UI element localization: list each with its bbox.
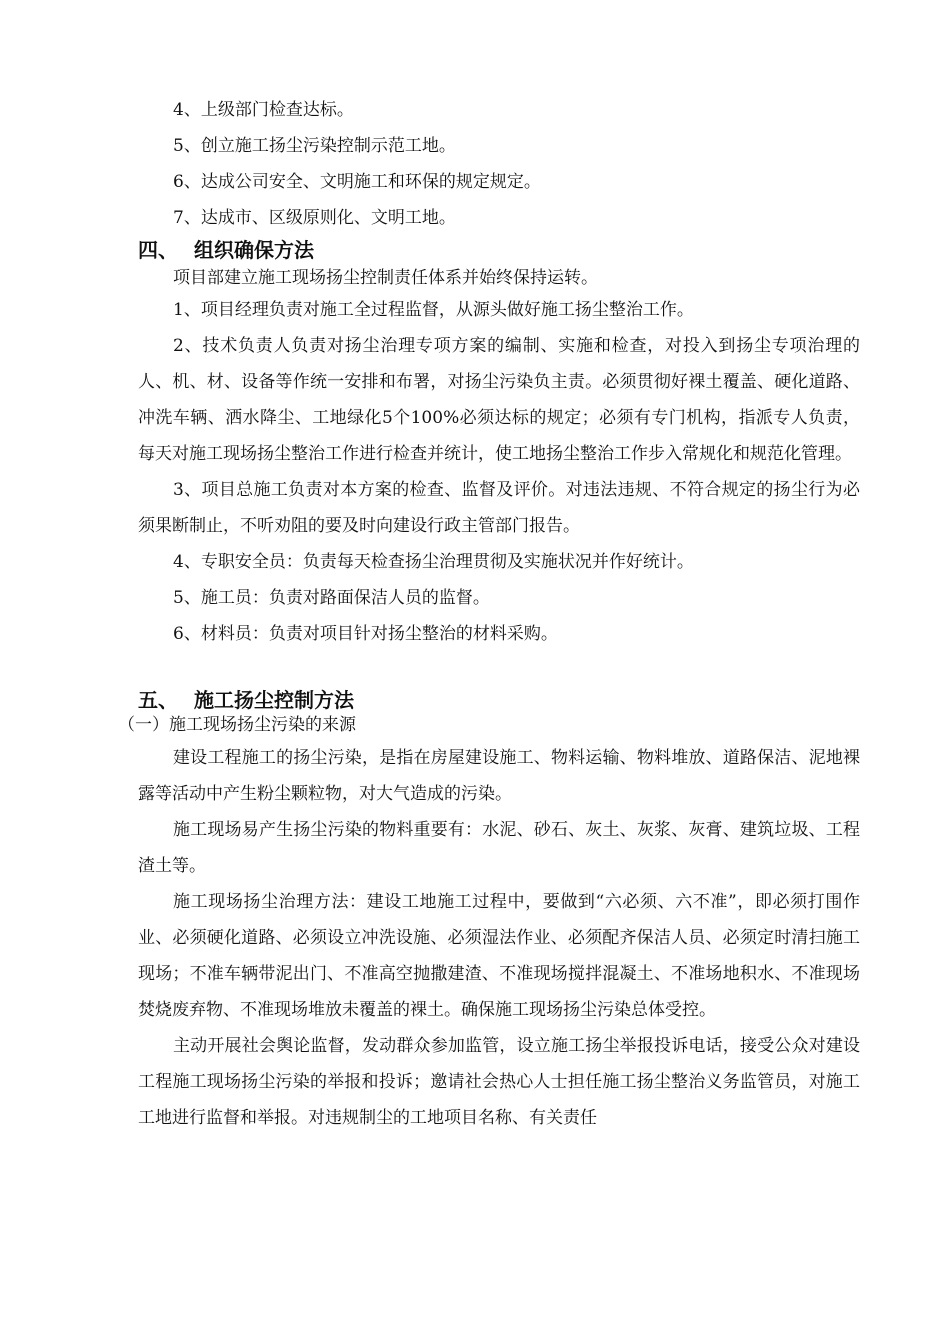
document-body (118, 92, 860, 1136)
section-4-number: 四、 (138, 238, 178, 262)
section-5-paragraph-3: 施工现场扬尘治理方法：建设工地施工过程中，要做到“六必须、六不准”，即必须打围作业、必须硬化道路、必须设立冲洗设施、必须湿法作业、必须配齐保洁人员、必须定时清扫施工现场；不准车辆带泥出门、不准高空抛撒建渣、不准现场搅拌混凝土、不准场地积水、不准现场焚烧废弃物、不准现场堆放未覆盖的裸土。确保施工现场扬尘污染总体受控。 (138, 892, 860, 1020)
paragraph-top-3: 6、达成公司安全、文明施工和环保的规定规定。 (173, 172, 541, 192)
section-5-number: 五、 (138, 688, 178, 712)
section-5-subheading: （一）施工现场扬尘污染的来源 (118, 715, 356, 735)
section-spacer (138, 652, 860, 686)
section-4-item-4: 4、专职安全员：负责每天检查扬尘治理贯彻及实施状况并作好统计。 (173, 552, 694, 572)
section-4-title: 组织确保方法 (194, 238, 314, 262)
section-4-heading (138, 236, 860, 264)
section-5-heading (138, 686, 860, 714)
paragraph-top-4: 7、达成市、区级原则化、文明工地。 (173, 208, 456, 228)
section-4-item-3: 3、项目总施工负责对本方案的检查、监督及评价。对违法违规、不符合规定的扬尘行为必须果断制止，不听劝阻的要及时向建设行政主管部门报告。 (138, 480, 860, 536)
paragraph-top-2: 5、创立施工扬尘污染控制示范工地。 (173, 136, 456, 156)
paragraph-top-1: 4、上级部门检查达标。 (173, 100, 354, 120)
section-4-item-5: 5、施工员：负责对路面保洁人员的监督。 (173, 588, 490, 608)
section-5-paragraph-4: 主动开展社会舆论监督，发动群众参加监管，设立施工扬尘举报投诉电话，接受公众对建设工程施工现场扬尘污染的举报和投诉；邀请社会热心人士担任施工扬尘整治义务监管员，对施工工地进行监督和举报。对违规制尘的工地项目名称、有关责任 (138, 1036, 860, 1128)
section-5-title: 施工扬尘控制方法 (194, 688, 354, 712)
section-4-item-2: 2、技术负责人负责对扬尘治理专项方案的编制、实施和检查，对投入到扬尘专项治理的人、机、材、设备等作统一安排和布署，对扬尘污染负主责。必须贯彻好裸土覆盖、硬化道路、冲洗车辆、洒水降尘、工地绿化5个100%必须达标的规定；必须有专门机构，指派专人负责，每天对施工现场扬尘整治工作进行检查并统计，使工地扬尘整治工作步入常规化和规范化管理。 (138, 336, 860, 464)
section-4-intro: 项目部建立施工现场扬尘控制责任体系并始终保持运转。 (173, 268, 598, 288)
section-4-item-6: 6、材料员：负责对项目针对扬尘整治的材料采购。 (173, 624, 558, 644)
section-5-paragraph-2: 施工现场易产生扬尘污染的物料重要有：水泥、砂石、灰土、灰浆、灰膏、建筑垃圾、工程渣土等。 (138, 820, 860, 876)
section-4-item-1: 1、项目经理负责对施工全过程监督，从源头做好施工扬尘整治工作。 (173, 300, 694, 320)
section-5-paragraph-1: 建设工程施工的扬尘污染，是指在房屋建设施工、物料运输、物料堆放、道路保洁、泥地裸露等活动中产生粉尘颗粒物，对大气造成的污染。 (138, 748, 860, 804)
